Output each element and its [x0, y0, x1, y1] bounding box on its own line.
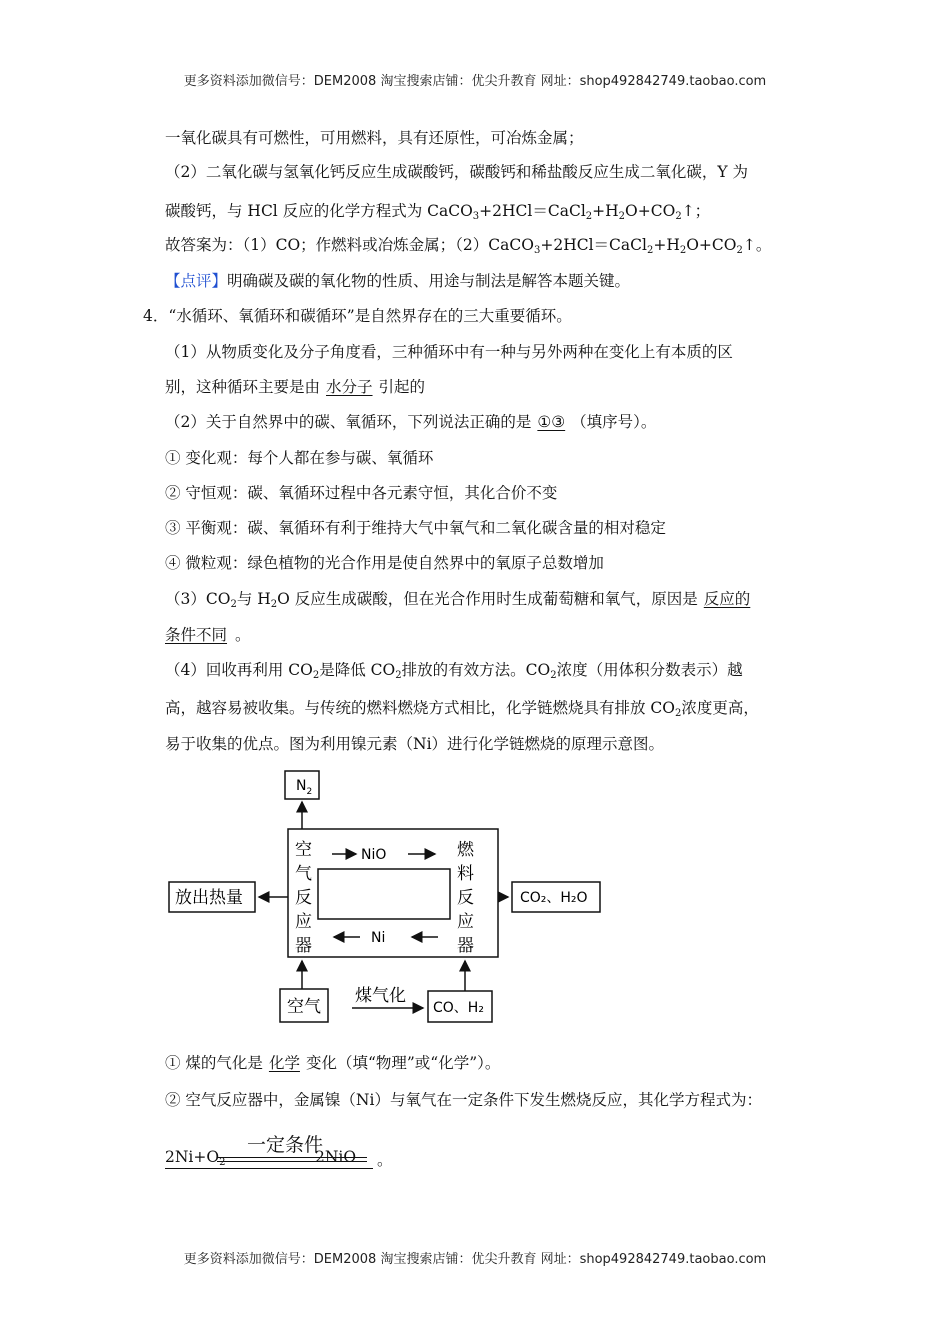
- reactor-inner: [318, 869, 450, 919]
- air-reactor-label: [295, 840, 312, 956]
- svg-text:反: 反: [295, 888, 312, 908]
- nio-label: NiO: [361, 847, 387, 863]
- svg-text:器: 器: [295, 936, 312, 956]
- answer-blank-1: 水分子: [326, 378, 373, 396]
- q4-title: 4．“水循环、氧循环和碳循环”是自然界存在的三大重要循环。: [143, 307, 572, 325]
- n2-label: $N_2$: [296, 778, 313, 797]
- q4-p3-line1: $(3)CO_2$与 $H_2O$ 反应生成碳酸，但在光合作用时生成葡萄糖和氧气，原因是 反应的: [165, 588, 756, 610]
- coal-gasification-label: 煤气化: [355, 986, 406, 1006]
- prev-answer-line: 故答案为：（1）CO；作燃料或冶炼金属；$(2)CaCO_3+2HCl=CaCl_2+H_2O+CO_2↑$。: [165, 236, 772, 256]
- answer-blank-3a: 反应的: [703, 590, 751, 608]
- q4-p1-line1: （1）从物质变化及分子角度看，三种循环中有一种与另外两种在变化上有本质的区: [165, 343, 733, 361]
- prev-line-3: 碳酸钙，与 HCl 反应的化学方程式为 $CaCO_3+2HCl=CaCl_2+H_2O+CO_2↑$；: [165, 202, 711, 222]
- svg-text:反: 反: [457, 888, 474, 908]
- equation-right: 2NiO: [315, 1148, 357, 1166]
- answer-blank-3b: 条件不同: [165, 626, 228, 644]
- svg-text:器: 器: [457, 936, 474, 956]
- chemical-looping-diagram: [160, 765, 620, 1030]
- svg-text:应: 应: [457, 912, 474, 932]
- q4-sub-a: ① 煤的气化是 化学 变化（填“物理”或“化学”）。: [165, 1054, 501, 1072]
- page-header: 更多资料添加微信号：DEM2008 淘宝搜索店铺：优尖升教育 网址：shop492842749.taobao.com: [183, 74, 767, 89]
- option-3: ③ 平衡观：碳、氧循环有利于维持大气中氧气和二氧化碳含量的相对稳定: [165, 519, 666, 537]
- equation-condition: 一定条件: [246, 1134, 323, 1156]
- answer-blank-4: 化学: [268, 1054, 300, 1072]
- prev-comment: 【点评】明确碳及碳的氧化物的性质、用途与制法是解答本题关键。: [165, 272, 631, 290]
- q4-p1-line2: 别，这种循环主要是由 水分子 引起的: [165, 378, 426, 396]
- q4-p3-line2: 条件不同 。: [165, 626, 251, 644]
- option-2: ② 守恒观：碳、氧循环过程中各元素守恒，其化合价不变: [165, 484, 558, 502]
- syngas-label: CO、H₂: [433, 1000, 484, 1016]
- svg-text:燃: 燃: [457, 840, 474, 860]
- q4-p2: （2）关于自然界中的碳、氧循环，下列说法正确的是 ①③ （填序号）。: [165, 413, 657, 431]
- air-label: 空气: [287, 997, 321, 1017]
- prev-line-2: （2）二氧化碳与氢氧化钙反应生成碳酸钙，碳酸钙和稀盐酸反应生成二氧化碳，Y 为: [165, 163, 749, 181]
- comment-tag: 【点评】: [165, 272, 228, 290]
- equation-left: $2Ni+O_2$: [165, 1148, 226, 1168]
- svg-text:应: 应: [295, 912, 312, 932]
- equation-end: 。: [377, 1151, 393, 1169]
- svg-text:料: 料: [457, 864, 474, 884]
- equation: [165, 1130, 525, 1176]
- svg-text:空: 空: [295, 840, 312, 860]
- option-1: ① 变化观：每个人都在参与碳、氧循环: [165, 449, 434, 467]
- heat-label: 放出热量: [175, 888, 243, 908]
- ni-label: Ni: [371, 930, 386, 946]
- q4-p4-line3: 易于收集的优点。图为利用镍元素（Ni）进行化学链燃烧的原理示意图。: [165, 735, 665, 753]
- option-4: ④ 微粒观：绿色植物的光合作用是使自然界中的氧原子总数增加: [165, 554, 604, 572]
- q4-sub-b: ② 空气反应器中，金属镍（Ni）与氧气在一定条件下发生燃烧反应，其化学方程式为：: [165, 1091, 762, 1109]
- fuel-reactor-label: [457, 840, 475, 956]
- page-footer: 更多资料添加微信号：DEM2008 淘宝搜索店铺：优尖升教育 网址：shop492842749.taobao.com: [183, 1252, 767, 1267]
- prev-line-1: 一氧化碳具有可燃性，可用燃料，具有还原性，可冶炼金属；: [165, 129, 584, 147]
- answer-blank-2: ①③: [537, 413, 566, 431]
- products-label: CO₂、H₂O: [520, 890, 588, 906]
- q4-p4-line1: （4）回收再利用 $CO_2$是降低 $CO_2$排放的有效方法。$CO_2$浓度（用体积分数表示）越: [165, 661, 743, 681]
- q4-p4-line2: 高，越容易被收集。与传统的燃料燃烧方式相比，化学链燃烧具有排放 $CO_2$浓度更高，: [165, 699, 759, 719]
- svg-text:气: 气: [295, 864, 312, 884]
